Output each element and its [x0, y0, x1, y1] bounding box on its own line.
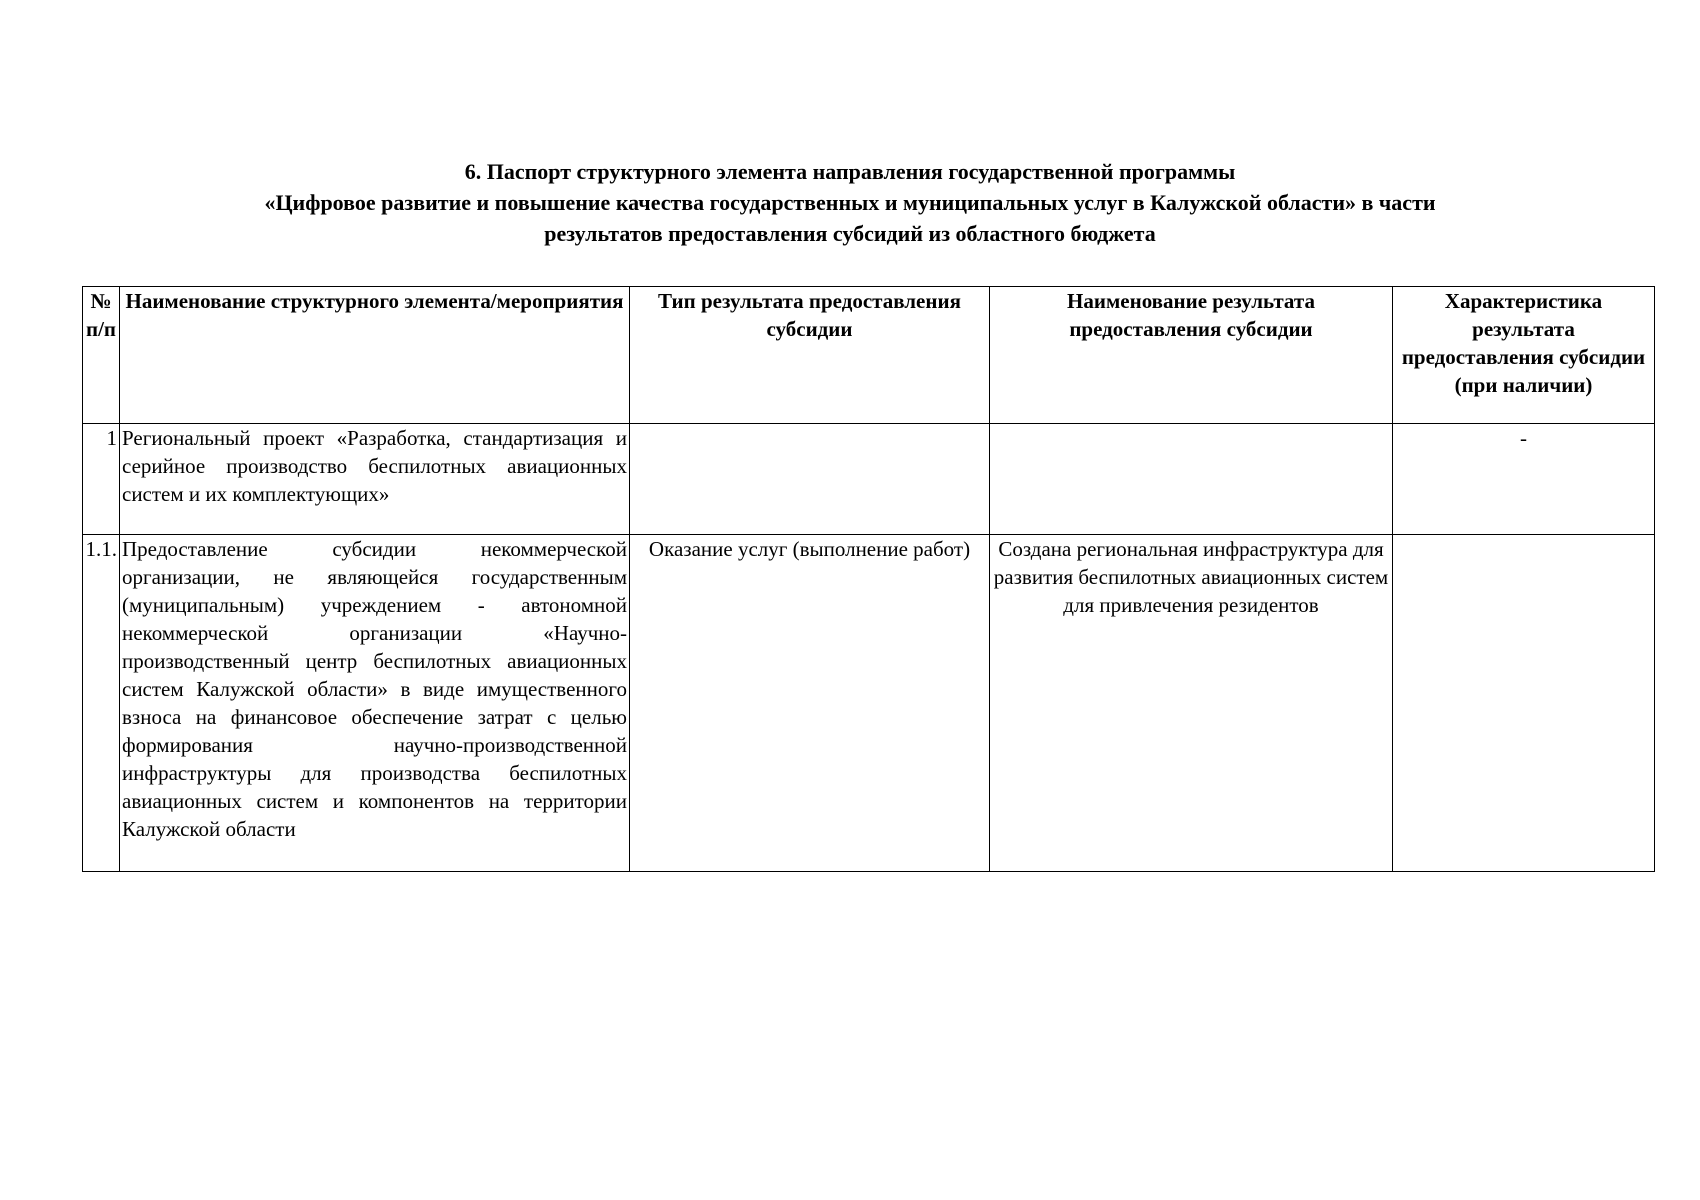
title-line-2: «Цифровое развитие и повышение качества государственных и муниципальных услуг в Калужской области» в части	[264, 190, 1436, 215]
header-result-type: Тип результата предоставления субсидии	[630, 287, 990, 424]
row-number: 1	[83, 424, 120, 535]
table-header-row	[83, 287, 1655, 424]
table-row	[83, 424, 1655, 535]
header-number: № п/п	[83, 287, 120, 424]
passport-table	[82, 286, 1655, 872]
row-result-name	[990, 424, 1393, 535]
row-result-characteristic: -	[1393, 424, 1655, 535]
header-result-name: Наименование результата предоставления субсидии	[990, 287, 1393, 424]
header-result-characteristic: Характеристика результата предоставления субсидии (при наличии)	[1393, 287, 1655, 424]
row-number: 1.1.	[83, 535, 120, 872]
row-result-name: Создана региональная инфраструктура для развития беспилотных авиационных систем для привлечения резидентов	[990, 535, 1393, 872]
table-row	[83, 535, 1655, 872]
title-line-1: 6. Паспорт структурного элемента направления государственной программы	[464, 159, 1236, 184]
row-result-type: Оказание услуг (выполнение работ)	[630, 535, 990, 872]
row-result-characteristic	[1393, 535, 1655, 872]
document-title	[80, 156, 1620, 249]
header-element-name: Наименование структурного элемента/мероприятия	[120, 287, 630, 424]
row-result-type	[630, 424, 990, 535]
title-line-3: результатов предоставления субсидий из областного бюджета	[544, 221, 1156, 246]
row-element-name: Предоставление субсидии некоммерческой организации, не являющейся государственным (муниципальным) учреждением - автономной некоммерческой организации «Научно-производственный центр беспилотных авиационных систем Калужской области» в виде имущественного взноса на финансовое обеспечение затрат с целью формирования научно-производственной инфраструктуры для производства беспилотных авиационных систем и компонентов на территории Калужской области	[120, 535, 630, 872]
row-element-name: Региональный проект «Разработка, стандартизация и серийное производство беспилотных авиационных систем и их комплектующих»	[120, 424, 630, 535]
